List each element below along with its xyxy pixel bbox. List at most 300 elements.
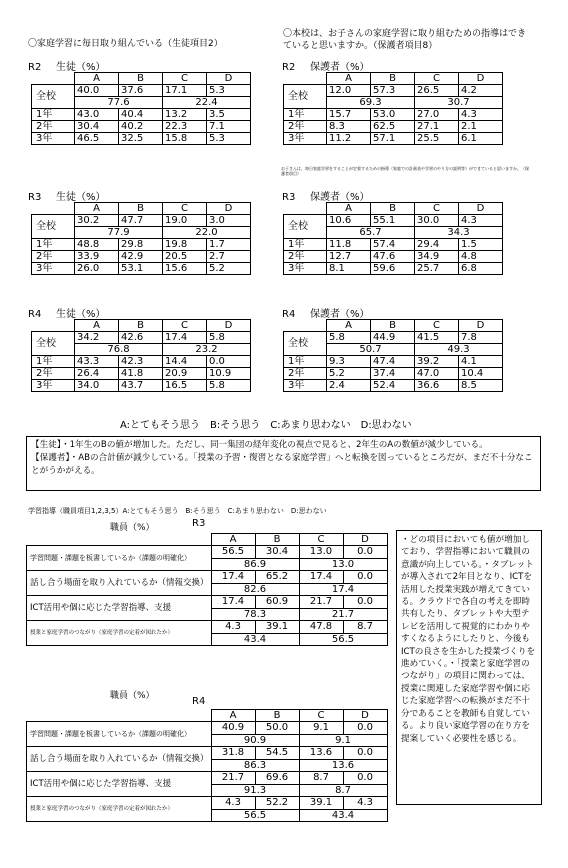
value-cell: 19.0 xyxy=(163,215,207,227)
row-label: 全校 xyxy=(32,85,75,109)
value-cell: 0.0 xyxy=(207,356,251,368)
value-cell: 34.9 xyxy=(415,251,459,263)
value-cell: 0.0 xyxy=(343,772,387,785)
grade-row xyxy=(32,133,251,145)
header-row xyxy=(27,710,388,722)
header-row xyxy=(284,320,503,332)
row-label: 2年 xyxy=(284,121,327,133)
row-label: 全校 xyxy=(284,332,327,356)
value-cell: 8.1 xyxy=(327,263,371,275)
header-row xyxy=(27,534,388,546)
value-cell: 26.0 xyxy=(75,263,119,275)
value-cell: 26.5 xyxy=(415,85,459,97)
value-cell: 22.3 xyxy=(163,121,207,133)
sum-ab-cell: 77.9 xyxy=(75,227,163,239)
column-header: B xyxy=(119,73,163,85)
corner-cell xyxy=(27,710,212,722)
grade-row xyxy=(32,239,251,251)
header-row xyxy=(32,320,251,332)
staff-table xyxy=(26,533,388,646)
row-label: 3年 xyxy=(284,380,327,392)
staff-section-header: 学習指導（職員項目1,2,3,5）A:とてもそう思う B:そう思う C:あまり思わない D:思わない xyxy=(28,507,327,515)
table-group: 生徒（%） xyxy=(56,192,106,203)
sum-ab-cell: 69.3 xyxy=(327,97,415,109)
value-cell: 4.3 xyxy=(343,797,387,810)
value-cell: 19.8 xyxy=(163,239,207,251)
value-cell: 48.8 xyxy=(75,239,119,251)
value-cell: 2.4 xyxy=(327,380,371,392)
value-cell: 30.0 xyxy=(415,215,459,227)
row-label: 2年 xyxy=(32,251,75,263)
comment-box xyxy=(26,436,541,491)
value-cell: 36.6 xyxy=(415,380,459,392)
column-header: D xyxy=(459,320,503,332)
value-cell: 11.2 xyxy=(327,133,371,145)
value-cell: 8.3 xyxy=(327,121,371,133)
value-cell: 5.8 xyxy=(207,380,251,392)
sum-cd-cell: 22.4 xyxy=(163,97,251,109)
grade-row xyxy=(32,109,251,121)
row-label: 全校 xyxy=(284,85,327,109)
value-cell: 27.0 xyxy=(415,109,459,121)
parents-footnote: お子さんは、毎日家庭学習をすることが定着するための指導（家庭での計画表や学習のやり方の説明等）ができていると思いますか。（保護者項目） xyxy=(281,166,529,176)
grade-row xyxy=(32,251,251,263)
sum-ab-cell: 50.7 xyxy=(327,344,415,356)
value-cell: 0.0 xyxy=(343,747,387,760)
value-cell: 43.0 xyxy=(75,109,119,121)
value-cell: 39.1 xyxy=(299,797,343,810)
value-cell: 4.8 xyxy=(459,251,503,263)
corner-cell xyxy=(284,73,327,85)
row-label: 1年 xyxy=(284,239,327,251)
corner-cell xyxy=(284,320,327,332)
grade-row xyxy=(32,121,251,133)
header-row xyxy=(32,73,251,85)
value-cell: 7.8 xyxy=(459,332,503,344)
value-cell: 13.6 xyxy=(299,747,343,760)
value-cell: 26.4 xyxy=(75,368,119,380)
column-header: B xyxy=(255,710,299,722)
value-cell: 17.1 xyxy=(163,85,207,97)
value-cell: 4.2 xyxy=(459,85,503,97)
grade-row xyxy=(32,356,251,368)
sum-cd-cell: 21.7 xyxy=(299,608,387,621)
sum-cd-cell: 23.2 xyxy=(163,344,251,356)
value-cell: 37.6 xyxy=(119,85,163,97)
row-label: 1年 xyxy=(32,239,75,251)
column-header: C xyxy=(415,320,459,332)
sum-cd-cell: 56.5 xyxy=(299,633,387,646)
staff-question: 話し合う場面を取り入れているか（情報交換） xyxy=(27,571,212,596)
value-cell: 4.3 xyxy=(211,797,255,810)
value-cell: 37.4 xyxy=(371,368,415,380)
sum-ab-cell: 91.3 xyxy=(211,784,299,797)
value-cell: 29.8 xyxy=(119,239,163,251)
table-group: 保護者（%） xyxy=(310,62,370,73)
survey-table-caption xyxy=(28,188,106,203)
value-cell: 6.8 xyxy=(459,263,503,275)
value-cell: 13.2 xyxy=(163,109,207,121)
survey-table xyxy=(283,72,503,145)
column-header: D xyxy=(459,203,503,215)
header-row xyxy=(284,73,503,85)
parents-comment-text: ・ABの合計値が減少している。「授業の予習・復習となる家庭学習」へと転換を図っているところだが、まだ不十分なことがうかがえる。 xyxy=(31,453,533,476)
value-cell: 10.9 xyxy=(207,368,251,380)
table-group: 保護者（%） xyxy=(310,309,370,320)
row-label: 2年 xyxy=(284,251,327,263)
survey-table xyxy=(283,202,503,275)
value-cell: 20.5 xyxy=(163,251,207,263)
value-cell: 39.2 xyxy=(415,356,459,368)
value-cell: 1.7 xyxy=(207,239,251,251)
value-cell: 55.1 xyxy=(371,215,415,227)
value-cell: 57.3 xyxy=(371,85,415,97)
sum-cd-cell: 22.0 xyxy=(163,227,251,239)
column-header: D xyxy=(343,710,387,722)
value-cell: 4.3 xyxy=(459,109,503,121)
school-row xyxy=(32,332,251,344)
value-cell: 42.6 xyxy=(119,332,163,344)
sum-cd-cell: 13.6 xyxy=(299,759,387,772)
header-row xyxy=(32,203,251,215)
value-cell: 31.8 xyxy=(211,747,255,760)
staff-value-row xyxy=(27,722,388,735)
value-cell: 12.0 xyxy=(327,85,371,97)
value-cell: 42.9 xyxy=(119,251,163,263)
table-year: R2 xyxy=(282,62,296,73)
value-cell: 27.1 xyxy=(415,121,459,133)
staff-question: ICT活用や個に応じた学習指導、支援 xyxy=(27,596,212,621)
header-row xyxy=(284,203,503,215)
value-cell: 15.6 xyxy=(163,263,207,275)
row-label: 全校 xyxy=(32,332,75,356)
column-header: B xyxy=(119,320,163,332)
value-cell: 1.5 xyxy=(459,239,503,251)
column-header: D xyxy=(459,73,503,85)
table-year: R4 xyxy=(282,309,296,320)
students-comment-text: ・1年生のBの値が増加した。ただし、同一集団の経年変化の視点で見ると、2年生のAの数値が減少している。 xyxy=(61,440,488,450)
grade-row xyxy=(284,263,503,275)
sum-ab-cell: 82.6 xyxy=(211,583,299,596)
value-cell: 47.7 xyxy=(119,215,163,227)
column-header: A xyxy=(327,320,371,332)
column-header: C xyxy=(415,203,459,215)
sum-ab-cell: 56.5 xyxy=(211,809,299,822)
value-cell: 4.3 xyxy=(459,215,503,227)
column-header: D xyxy=(343,534,387,546)
value-cell: 40.9 xyxy=(211,722,255,735)
staff-value-row xyxy=(27,596,388,609)
grade-row xyxy=(284,239,503,251)
value-cell: 62.5 xyxy=(371,121,415,133)
value-cell: 34.2 xyxy=(75,332,119,344)
sum-cd-cell: 17.4 xyxy=(299,583,387,596)
sum-cd-cell: 30.7 xyxy=(415,97,503,109)
value-cell: 5.8 xyxy=(207,332,251,344)
column-header: A xyxy=(211,534,255,546)
value-cell: 59.6 xyxy=(371,263,415,275)
value-cell: 25.5 xyxy=(415,133,459,145)
value-cell: 40.4 xyxy=(119,109,163,121)
value-cell: 53.0 xyxy=(371,109,415,121)
corner-cell xyxy=(27,534,212,546)
row-label: 1年 xyxy=(32,109,75,121)
staff-table xyxy=(26,709,388,822)
survey-table xyxy=(31,72,251,145)
value-cell: 32.5 xyxy=(119,133,163,145)
value-cell: 25.7 xyxy=(415,263,459,275)
value-cell: 15.8 xyxy=(163,133,207,145)
table-group: 保護者（%） xyxy=(310,192,370,203)
sum-ab-cell: 78.3 xyxy=(211,608,299,621)
school-row xyxy=(284,215,503,227)
value-cell: 12.7 xyxy=(327,251,371,263)
value-cell: 17.4 xyxy=(211,571,255,584)
students-section-header: 〇家庭学習に毎日取り組んでいる（生徒項目2） xyxy=(28,39,223,49)
column-header: C xyxy=(163,73,207,85)
corner-cell xyxy=(32,73,75,85)
value-cell: 2.1 xyxy=(459,121,503,133)
value-cell: 44.9 xyxy=(371,332,415,344)
row-label: 2年 xyxy=(32,368,75,380)
column-header: C xyxy=(163,203,207,215)
value-cell: 13.0 xyxy=(299,546,343,559)
row-label: 1年 xyxy=(284,356,327,368)
column-header: D xyxy=(207,320,251,332)
value-cell: 14.4 xyxy=(163,356,207,368)
staff-value-row xyxy=(27,797,388,810)
survey-table xyxy=(31,202,251,275)
sum-cd-cell: 43.4 xyxy=(299,809,387,822)
staff-question: 話し合う場面を取り入れているか（情報交換） xyxy=(27,747,212,772)
value-cell: 33.9 xyxy=(75,251,119,263)
value-cell: 39.1 xyxy=(255,621,299,634)
table-year: R2 xyxy=(28,62,42,73)
column-header: C xyxy=(299,534,343,546)
column-header: B xyxy=(371,320,415,332)
students-tag: 【生徒】 xyxy=(31,440,62,450)
survey-table-caption xyxy=(282,305,370,320)
value-cell: 52.4 xyxy=(371,380,415,392)
column-header: B xyxy=(371,73,415,85)
row-label: 3年 xyxy=(32,263,75,275)
table-year: R4 xyxy=(28,309,42,320)
value-cell: 47.4 xyxy=(371,356,415,368)
value-cell: 47.6 xyxy=(371,251,415,263)
staff-value-row xyxy=(27,772,388,785)
staff-table-title: 職員（%） xyxy=(110,691,155,701)
value-cell: 3.5 xyxy=(207,109,251,121)
value-cell: 52.2 xyxy=(255,797,299,810)
parents-tag: 【保護者】 xyxy=(31,453,70,463)
sum-ab-cell: 77.6 xyxy=(75,97,163,109)
row-label: 1年 xyxy=(284,109,327,121)
value-cell: 69.6 xyxy=(255,772,299,785)
column-header: B xyxy=(255,534,299,546)
table-group: 生徒（%） xyxy=(56,62,106,73)
staff-side-note: ・どの項目においても値が増加しており、学習指導において職員の意識が向上している。・タブレットが導入されて2年目となり、ICTを活用した授業実践が増えてきている。クラウドで各自の考えを即時共有したり、タブレットや大型テレビを活用して視覚的にわかりやすくなるようにしたりと、今後もICTの良さを生かした授業づくりを進めていく。・「授業と家庭学習のつながり」の項目に関わっては、授業に関連した家庭学習や個に応じた家庭学習への転換がまだ不十分であることを教師も自覚している。より良い家庭学習の在り方を提案していく必要性を感じる。 xyxy=(396,530,542,805)
value-cell: 30.4 xyxy=(75,121,119,133)
value-cell: 6.1 xyxy=(459,133,503,145)
value-cell: 20.9 xyxy=(163,368,207,380)
staff-value-row xyxy=(27,621,388,634)
value-cell: 0.0 xyxy=(343,571,387,584)
value-cell: 8.7 xyxy=(343,621,387,634)
value-cell: 56.5 xyxy=(211,546,255,559)
value-cell: 5.2 xyxy=(207,263,251,275)
value-cell: 60.9 xyxy=(255,596,299,609)
grade-row xyxy=(284,380,503,392)
value-cell: 10.4 xyxy=(459,368,503,380)
value-cell: 7.1 xyxy=(207,121,251,133)
value-cell: 5.3 xyxy=(207,85,251,97)
grade-row xyxy=(284,121,503,133)
column-header: A xyxy=(327,73,371,85)
grade-row xyxy=(284,109,503,121)
row-label: 全校 xyxy=(32,215,75,239)
grade-row xyxy=(284,368,503,380)
value-cell: 50.0 xyxy=(255,722,299,735)
value-cell: 9.3 xyxy=(327,356,371,368)
survey-table xyxy=(283,319,503,392)
value-cell: 0.0 xyxy=(343,722,387,735)
value-cell: 41.8 xyxy=(119,368,163,380)
table-year: R3 xyxy=(28,192,42,203)
value-cell: 47.0 xyxy=(415,368,459,380)
grade-row xyxy=(32,380,251,392)
row-label: 3年 xyxy=(32,380,75,392)
sum-ab-cell: 76.8 xyxy=(75,344,163,356)
value-cell: 10.6 xyxy=(327,215,371,227)
value-cell: 21.7 xyxy=(211,772,255,785)
sum-cd-cell: 9.1 xyxy=(299,734,387,747)
value-cell: 5.3 xyxy=(207,133,251,145)
sum-cd-cell: 13.0 xyxy=(299,558,387,571)
row-label: 全校 xyxy=(284,215,327,239)
parents-comment xyxy=(31,452,536,478)
corner-cell xyxy=(32,320,75,332)
row-label: 3年 xyxy=(32,133,75,145)
value-cell: 30.2 xyxy=(75,215,119,227)
value-cell: 54.5 xyxy=(255,747,299,760)
value-cell: 0.0 xyxy=(343,596,387,609)
survey-table-caption xyxy=(282,188,370,203)
staff-question: ICT活用や個に応じた学習指導、支援 xyxy=(27,772,212,797)
school-row xyxy=(284,332,503,344)
sum-ab-cell: 86.3 xyxy=(211,759,299,772)
value-cell: 4.1 xyxy=(459,356,503,368)
value-cell: 5.2 xyxy=(327,368,371,380)
value-cell: 15.7 xyxy=(327,109,371,121)
column-header: B xyxy=(119,203,163,215)
students-comment xyxy=(31,439,536,452)
value-cell: 42.3 xyxy=(119,356,163,368)
value-cell: 40.0 xyxy=(75,85,119,97)
row-label: 2年 xyxy=(284,368,327,380)
grade-row xyxy=(284,251,503,263)
value-cell: 4.3 xyxy=(211,621,255,634)
value-cell: 17.4 xyxy=(211,596,255,609)
survey-table-caption xyxy=(28,58,106,73)
value-cell: 40.2 xyxy=(119,121,163,133)
school-row xyxy=(32,85,251,97)
value-cell: 57.1 xyxy=(371,133,415,145)
value-cell: 57.4 xyxy=(371,239,415,251)
sum-cd-cell: 49.3 xyxy=(415,344,503,356)
row-label: 3年 xyxy=(284,263,327,275)
column-header: D xyxy=(207,203,251,215)
value-cell: 5.8 xyxy=(327,332,371,344)
school-row xyxy=(32,215,251,227)
staff-question: 学習問題・課題を板書しているか（課題の明確化） xyxy=(27,722,212,747)
column-header: A xyxy=(75,73,119,85)
staff-table-year: R4 xyxy=(192,696,206,707)
value-cell: 16.5 xyxy=(163,380,207,392)
sum-ab-cell: 65.7 xyxy=(327,227,415,239)
value-cell: 8.5 xyxy=(459,380,503,392)
value-cell: 29.4 xyxy=(415,239,459,251)
grade-row xyxy=(284,356,503,368)
value-cell: 47.8 xyxy=(299,621,343,634)
sum-ab-cell: 86.9 xyxy=(211,558,299,571)
grade-row xyxy=(284,133,503,145)
sum-cd-cell: 8.7 xyxy=(299,784,387,797)
parents-section-header: 〇本校は、お子さんの家庭学習に取り組むための指導はできていると思いますか。（保護者項目8） xyxy=(283,29,527,51)
corner-cell xyxy=(284,203,327,215)
column-header: A xyxy=(75,320,119,332)
grade-row xyxy=(32,368,251,380)
column-header: D xyxy=(207,73,251,85)
grade-row xyxy=(32,263,251,275)
column-header: A xyxy=(327,203,371,215)
value-cell: 17.4 xyxy=(299,571,343,584)
column-header: A xyxy=(211,710,255,722)
staff-question: 授業と家庭学習のつながり（家庭学習の定着が図れたか） xyxy=(27,621,212,646)
value-cell: 65.2 xyxy=(255,571,299,584)
row-label: 1年 xyxy=(32,356,75,368)
value-cell: 17.4 xyxy=(163,332,207,344)
value-cell: 21.7 xyxy=(299,596,343,609)
staff-value-row xyxy=(27,546,388,559)
corner-cell xyxy=(32,203,75,215)
row-label: 3年 xyxy=(284,133,327,145)
value-cell: 0.0 xyxy=(343,546,387,559)
staff-question: 授業と家庭学習のつながり（家庭学習の定着が図れたか） xyxy=(27,797,212,822)
sum-ab-cell: 90.9 xyxy=(211,734,299,747)
staff-value-row xyxy=(27,571,388,584)
sum-ab-cell: 43.4 xyxy=(211,633,299,646)
column-header: A xyxy=(75,203,119,215)
value-cell: 41.5 xyxy=(415,332,459,344)
value-cell: 9.1 xyxy=(299,722,343,735)
value-cell: 46.5 xyxy=(75,133,119,145)
value-cell: 43.7 xyxy=(119,380,163,392)
column-header: C xyxy=(415,73,459,85)
staff-value-row xyxy=(27,747,388,760)
value-cell: 53.1 xyxy=(119,263,163,275)
column-header: C xyxy=(163,320,207,332)
survey-table-caption xyxy=(28,305,106,320)
staff-table-year: R3 xyxy=(192,518,206,529)
value-cell: 34.0 xyxy=(75,380,119,392)
column-header: B xyxy=(371,203,415,215)
column-header: C xyxy=(299,710,343,722)
survey-table xyxy=(31,319,251,392)
table-year: R3 xyxy=(282,192,296,203)
staff-question: 学習問題・課題を板書しているか（課題の明確化） xyxy=(27,546,212,571)
school-row xyxy=(284,85,503,97)
survey-table-caption xyxy=(282,58,370,73)
